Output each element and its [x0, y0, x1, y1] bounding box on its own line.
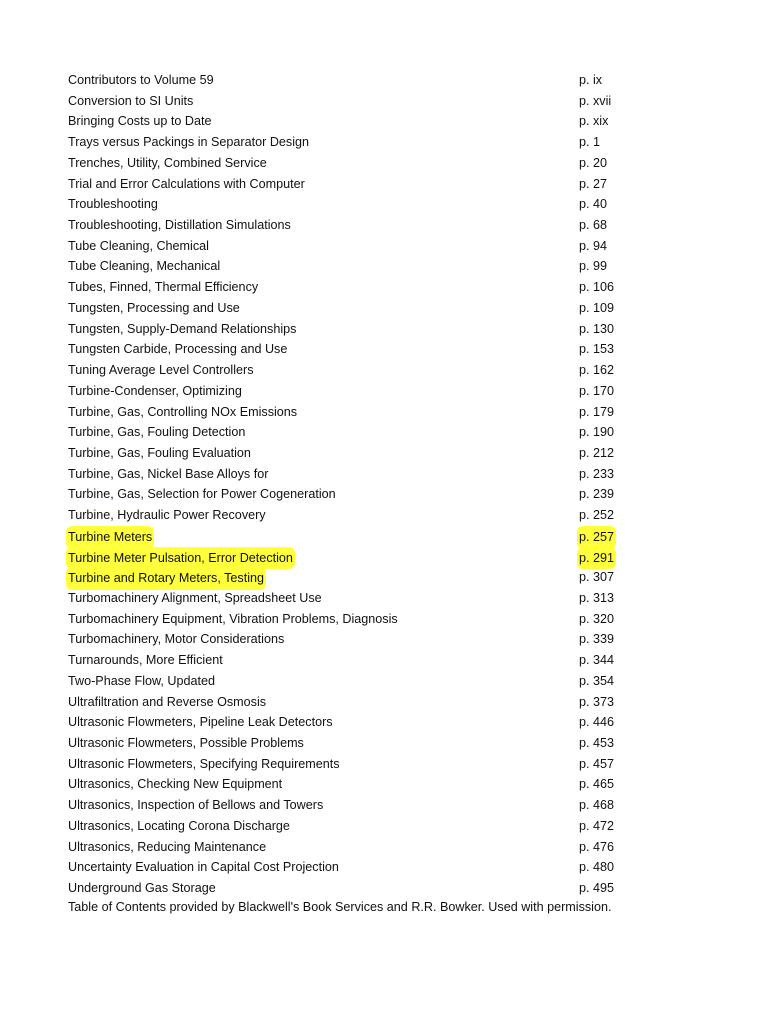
entry-page-number: p. 446 [579, 715, 615, 730]
entry-title: Troubleshooting [68, 197, 158, 212]
toc-entry [68, 277, 628, 298]
toc-entry [68, 132, 628, 153]
entry-page-number: p. 472 [579, 818, 615, 833]
entry-title: Turbomachinery, Motor Considerations [68, 632, 285, 647]
toc-entry [68, 360, 628, 381]
entry-title: Tube Cleaning, Mechanical [68, 259, 221, 274]
entry-page-number: p. 233 [579, 466, 615, 481]
entry-page-number: p. 27 [579, 176, 608, 191]
entry-page-number: p. 354 [579, 673, 615, 688]
toc-entry [68, 256, 628, 277]
entry-title: Tube Cleaning, Chemical [68, 238, 209, 253]
toc-entry [68, 526, 628, 547]
toc-entry [68, 236, 628, 257]
entry-page-number: p. 109 [579, 300, 615, 315]
toc-entry [68, 91, 628, 112]
entry-page-number: p. xvii [579, 93, 612, 108]
entry-page-number: p. 320 [579, 611, 615, 626]
entry-title: Turbine, Gas, Fouling Evaluation [68, 445, 251, 460]
entry-title: Turbine and Rotary Meters, Testing [66, 567, 266, 590]
toc-entry [68, 692, 628, 713]
entry-page-number: p. 373 [579, 694, 615, 709]
entry-page-number: p. 257 [577, 526, 616, 549]
toc-entry [68, 650, 628, 671]
entry-title: Contributors to Volume 59 [68, 73, 214, 87]
toc-entry [68, 754, 628, 775]
entry-title: Turbomachinery Alignment, Spreadsheet Use [68, 590, 322, 605]
entry-page-number: p. 153 [579, 342, 615, 357]
entry-page-number: p. ix [579, 73, 603, 87]
toc-entry [68, 609, 628, 630]
entry-title: Tungsten, Processing and Use [68, 300, 240, 315]
entry-title: Ultrasonic Flowmeters, Possible Problems [68, 736, 304, 750]
entry-page-number: p. 239 [579, 487, 615, 502]
entry-title: Turbine-Condenser, Optimizing [68, 383, 242, 398]
entry-title: Tungsten, Supply-Demand Relationships [68, 321, 297, 336]
toc-entry [68, 712, 628, 733]
toc-entry [68, 215, 628, 236]
toc-entry [68, 774, 628, 795]
toc-entry [68, 733, 628, 754]
toc-entry [68, 505, 628, 526]
entry-title: Turbine Meters [66, 526, 154, 549]
entry-title: Turbine, Hydraulic Power Recovery [68, 508, 266, 523]
entry-page-number: p. 106 [579, 280, 615, 295]
entry-page-number: p. 457 [579, 756, 615, 771]
toc-entry [68, 319, 628, 340]
entry-page-number: p. 1 [579, 135, 601, 150]
toc-entry [68, 795, 628, 816]
toc-entry [68, 567, 628, 588]
entry-title: Trenches, Utility, Combined Service [68, 155, 267, 170]
entry-page-number: p. 94 [579, 238, 608, 253]
entry-page-number: p. 20 [579, 155, 608, 170]
entry-title: Turbine, Gas, Nickel Base Alloys for [68, 466, 269, 481]
entry-page-number: p. 476 [579, 839, 615, 854]
entry-title: Ultrasonics, Inspection of Bellows and Towers [68, 798, 324, 813]
toc-entry [68, 671, 628, 692]
entry-title: Ultrasonics, Reducing Maintenance [68, 839, 267, 854]
entry-page-number: p. 170 [579, 383, 615, 398]
toc-entry [68, 422, 628, 443]
entry-title: Turbomachinery Equipment, Vibration Problems, Diagnosis [68, 611, 398, 626]
entry-title: Uncertainty Evaluation in Capital Cost Projection [68, 860, 339, 875]
entry-page-number: p. 99 [579, 259, 608, 274]
toc-entry [68, 70, 628, 91]
toc-entry [68, 443, 628, 464]
entry-title: Turbine, Gas, Selection for Power Cogeneration [68, 487, 336, 502]
toc-entry [68, 878, 628, 899]
entry-page-number: p. 179 [579, 404, 615, 419]
entry-title: Turbine Meter Pulsation, Error Detection [66, 547, 295, 570]
entry-title: Trays versus Packings in Separator Design [68, 135, 310, 150]
entry-title: Ultrasonic Flowmeters, Specifying Requirements [68, 756, 340, 771]
entry-page-number: p. 344 [579, 653, 615, 668]
entry-page-number: p. 212 [579, 445, 615, 460]
entry-title: Conversion to SI Units [68, 93, 194, 108]
entry-page-number: p. 162 [579, 363, 615, 378]
entry-page-number: p. 190 [579, 425, 615, 440]
toc-entry [68, 153, 628, 174]
toc-entry [68, 837, 628, 858]
entry-title: Ultrafiltration and Reverse Osmosis [68, 694, 267, 709]
entry-page-number: p. 307 [579, 570, 615, 585]
toc-entry [68, 629, 628, 650]
entry-title: Two-Phase Flow, Updated [68, 673, 216, 688]
toc-entry [68, 194, 628, 215]
toc-entry [68, 111, 628, 132]
entry-page-number: p. xix [579, 114, 609, 129]
entry-title: Tubes, Finned, Thermal Efficiency [68, 280, 259, 295]
toc-entry [68, 381, 628, 402]
entry-title: Turbine, Gas, Fouling Detection [68, 425, 246, 440]
footer-credit: Table of Contents provided by Blackwell's Book Services and R.R. Bowker. Used with permission. [68, 900, 612, 914]
toc-entry [68, 484, 628, 505]
entry-title: Trial and Error Calculations with Computer [68, 176, 305, 191]
toc-entry [68, 816, 628, 837]
entry-title: Tuning Average Level Controllers [68, 363, 254, 378]
entry-page-number: p. 453 [579, 736, 615, 750]
toc-entry [68, 464, 628, 485]
table-of-contents [68, 70, 628, 899]
toc-entry [68, 339, 628, 360]
entry-title: Turnarounds, More Efficient [68, 653, 223, 668]
toc-entry [68, 857, 628, 878]
entry-page-number: p. 465 [579, 777, 615, 792]
entry-page-number: p. 313 [579, 590, 615, 605]
entry-title: Ultrasonics, Checking New Equipment [68, 777, 283, 792]
entry-title: Bringing Costs up to Date [68, 114, 212, 129]
entry-page-number: p. 291 [577, 547, 616, 570]
toc-entry [68, 298, 628, 319]
entry-page-number: p. 252 [579, 508, 615, 523]
entry-title: Ultrasonic Flowmeters, Pipeline Leak Detectors [68, 715, 333, 730]
entry-title: Troubleshooting, Distillation Simulations [68, 218, 291, 233]
entry-title: Underground Gas Storage [68, 881, 216, 896]
toc-entry [68, 174, 628, 195]
toc-entry [68, 402, 628, 423]
entry-page-number: p. 130 [579, 321, 615, 336]
entry-title: Turbine, Gas, Controlling NOx Emissions [68, 404, 298, 419]
entry-page-number: p. 40 [579, 197, 608, 212]
entry-page-number: p. 468 [579, 798, 615, 813]
entry-title: Tungsten Carbide, Processing and Use [68, 342, 288, 357]
entry-page-number: p. 480 [579, 860, 615, 875]
toc-entry [68, 547, 628, 568]
toc-entry [68, 588, 628, 609]
entry-page-number: p. 68 [579, 218, 608, 233]
entry-title: Ultrasonics, Locating Corona Discharge [68, 818, 290, 833]
entry-page-number: p. 495 [579, 881, 615, 896]
entry-page-number: p. 339 [579, 632, 615, 647]
